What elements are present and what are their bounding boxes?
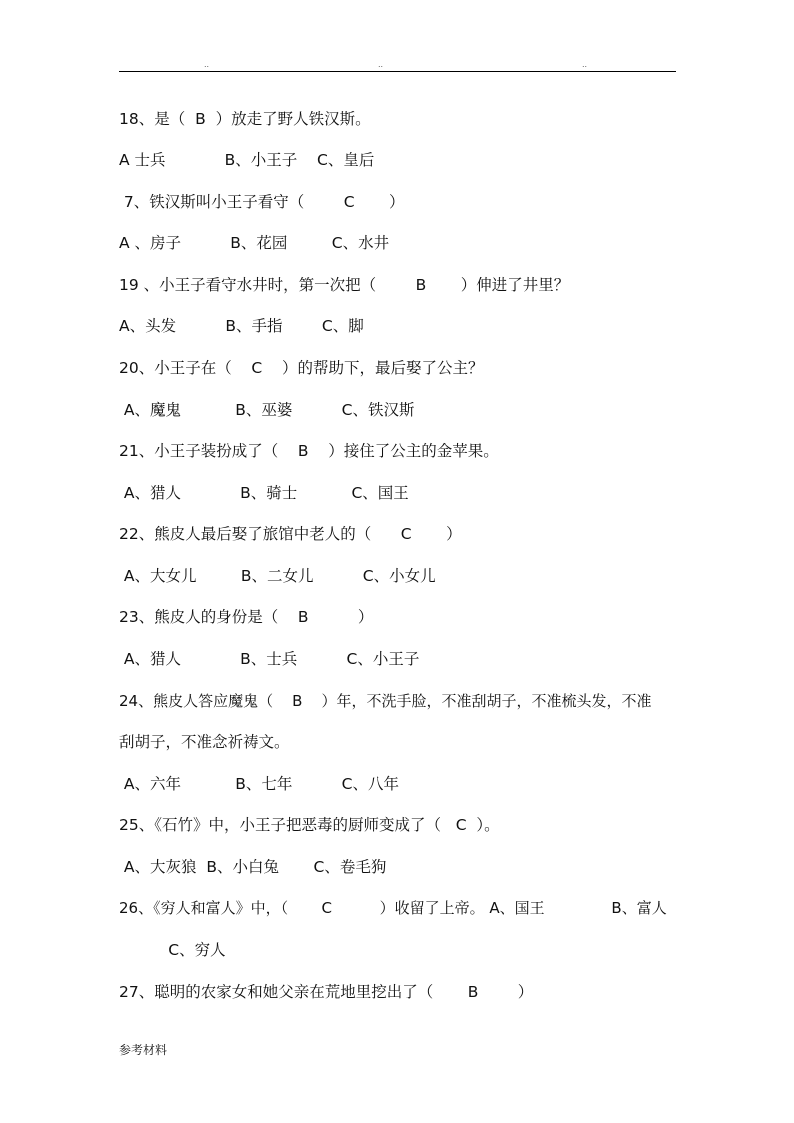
question-19: 19 、小王子看守水井时，第一次把（ B ）伸进了井里？ [119,276,570,294]
options-23: A、猎人 B、士兵 C、小王子 [119,650,420,668]
question-20: 20、小王子在（ C ）的帮助下，最后娶了公主？ [119,359,484,377]
options-20: A、魔鬼 B、巫婆 C、铁汉斯 [119,401,415,419]
header-rule [119,71,676,72]
question-22: 22、熊皮人最后娶了旅馆中老人的（ C ） [119,525,462,543]
options-26-cont: C、穷人 [119,941,226,959]
question-25: 25、《石竹》中，小王子把恶毒的厨师变成了（ C ）。 [119,816,500,834]
page-footer: 参考材料 [119,1043,168,1057]
question-21: 21、小王子装扮成了（ B ）接住了公主的金苹果。 [119,442,499,460]
question-23: 23、熊皮人的身份是（ B ） [119,608,374,626]
header-mark: .. [378,60,384,69]
options-19: A、头发 B、手指 C、脚 [119,317,364,335]
options-7: A 、房子 B、花园 C、水井 [119,234,390,252]
options-22: A、大女儿 B、二女儿 C、小女儿 [119,567,436,585]
header-mark: .. [582,60,588,69]
question-26: 26、《穷人和富人》中，（ C ）收留了上帝。 A、国王 B、富人 [119,899,667,917]
options-21: A、猎人 B、骑士 C、国王 [119,484,409,502]
header-mark: .. [204,60,210,69]
question-18: 18、是（ B ）放走了野人铁汉斯。 [119,110,371,128]
options-18: A 士兵 B、小王子 C、皇后 [119,151,375,169]
question-24-cont: 刮胡子，不准念祈祷文。 [119,733,290,751]
options-25: A、大灰狼 B、小白兔 C、卷毛狗 [119,858,387,876]
question-24: 24、熊皮人答应魔鬼（ B ）年，不洗手脸，不准刮胡子，不准梳头发，不准 [119,692,652,710]
question-7: 7、铁汉斯叫小王子看守（ C ） [119,193,405,211]
question-27: 27、聪明的农家女和她父亲在荒地里挖出了（ B ） [119,983,534,1001]
options-24: A、六年 B、七年 C、八年 [119,775,399,793]
